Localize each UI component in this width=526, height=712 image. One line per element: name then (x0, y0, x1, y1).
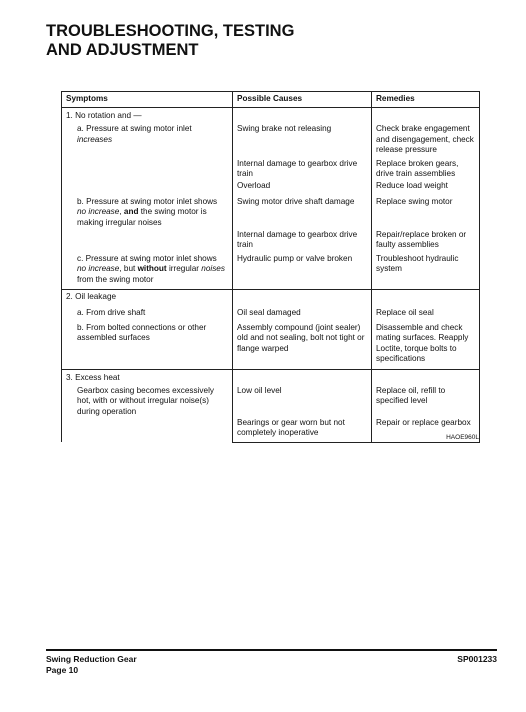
header-causes: Possible Causes (233, 92, 372, 108)
table-row (62, 156, 480, 180)
footer-divider (46, 649, 497, 651)
table-row (62, 383, 480, 415)
group-heading: 1. No rotation and — (62, 108, 233, 122)
table-row (62, 228, 480, 251)
symptom-cell: Gearbox casing becomes excessively hot, with or without irregular noise(s) during operation (62, 383, 233, 442)
remedy-cell: Repair or replace gearbox (372, 415, 480, 442)
cause-cell: Bearings or gear worn but not completely inoperative (233, 415, 372, 442)
header-symptoms: Symptoms (62, 92, 233, 108)
remedy-cell: Reduce load weight (372, 179, 480, 191)
remedy-cell: Replace oil seal (372, 303, 480, 318)
troubleshooting-table (61, 91, 480, 443)
group-heading: 3. Excess heat (62, 369, 233, 383)
footer-left (46, 654, 137, 676)
symptom-cell: c. Pressure at swing motor inlet shows no increase, but without irregular noises from the swing motor (62, 251, 233, 290)
cause-cell: Internal damage to gearbox drive train (233, 156, 372, 180)
cause-cell: Internal damage to gearbox drive train (233, 228, 372, 251)
table-row (62, 251, 480, 290)
cause-cell: Swing brake not releasing (233, 121, 372, 155)
title-line-1: TROUBLESHOOTING, TESTING (46, 22, 295, 40)
footer-doc-code: SP001233 (457, 654, 497, 664)
table-row (62, 318, 480, 369)
remedy-cell: Check brake engagement and disengagement, check release pressure (372, 121, 480, 155)
cause-cell: Low oil level (233, 383, 372, 415)
footer-section-title: Swing Reduction Gear (46, 654, 137, 664)
remedy-cell: Disassemble and check mating surfaces. Reapply Loctite, torque bolts to specifications (372, 318, 480, 369)
remedy-cell: Repair/replace broken or faulty assemblies (372, 228, 480, 251)
table-header-row (62, 92, 480, 108)
table-row (62, 290, 480, 303)
group-heading: 2. Oil leakage (62, 290, 233, 303)
figure-code: HAOE960L (446, 434, 479, 441)
table-row (62, 369, 480, 383)
remedy-cell: Replace broken gears, drive train assemblies (372, 156, 480, 180)
symptom-cell: b. From bolted connections or other assembled surfaces (62, 318, 233, 369)
cause-cell: Swing motor drive shaft damage (233, 192, 372, 228)
table-row (62, 179, 480, 191)
symptom-cell: a. From drive shaft (62, 303, 233, 318)
cause-cell: Oil seal damaged (233, 303, 372, 318)
table-row (62, 192, 480, 228)
footer-page-number: Page 10 (46, 665, 79, 675)
header-remedies: Remedies (372, 92, 480, 108)
title-line-2: AND ADJUSTMENT (46, 41, 199, 59)
table-row (62, 303, 480, 318)
remedy-cell: Replace oil, refill to specified level (372, 383, 480, 415)
cause-cell: Overload (233, 179, 372, 191)
table-row (62, 108, 480, 122)
remedy-cell: Replace swing motor (372, 192, 480, 228)
page-title (46, 22, 294, 60)
table-row (62, 121, 480, 155)
remedy-cell: Troubleshoot hydraulic system (372, 251, 480, 290)
symptom-cell: b. Pressure at swing motor inlet shows no increase, and the swing motor is making irregular noises (62, 192, 233, 228)
cause-cell: Assembly compound (joint sealer) old and not sealing, bolt not tight or flange warped (233, 318, 372, 369)
symptom-cell: a. Pressure at swing motor inlet increases (62, 121, 233, 155)
cause-cell: Hydraulic pump or valve broken (233, 251, 372, 290)
